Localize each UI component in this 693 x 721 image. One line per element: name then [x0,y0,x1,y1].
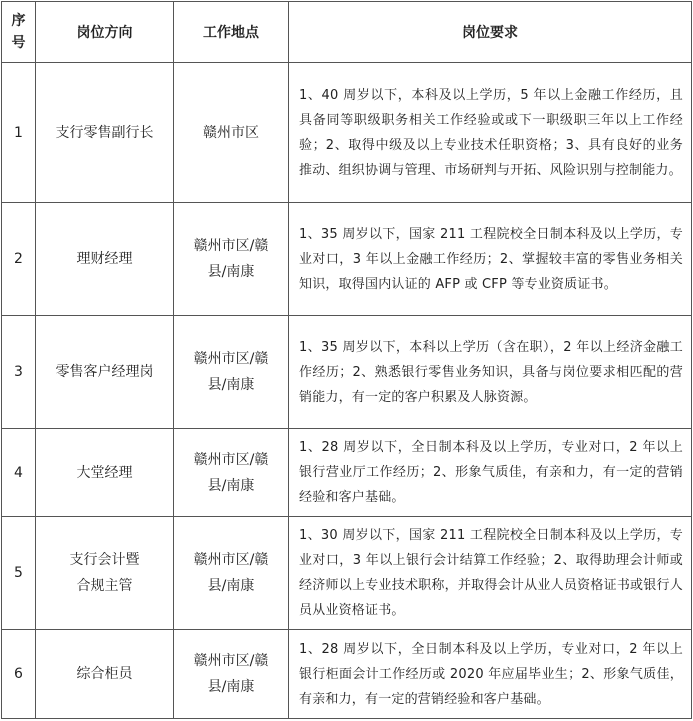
table-row [2,203,692,316]
row-location: 赣州市区/赣县/南康 [174,630,289,719]
row-requirements: 1、35 周岁以下，国家 211 工程院校全日制本科及以上学历，专业对口，3 年以上金融工作经历；2、掌握较丰富的零售业务相关知识，取得国内认证的 AFP 或 CFP 等专业资质证书。 [289,203,692,316]
row-no: 4 [2,429,36,517]
header-requirements: 岗位要求 [289,2,692,63]
row-requirements: 1、40 周岁以下，本科及以上学历，5 年以上金融工作经历，且具备同等职级职务相关工作经验或或下一职级职三年以上工作经验；2、取得中级及以上专业技术任职资格；3、具有良好的业务推动、组织协调与管理、市场研判与开拓、风险识别与控制能力。 [289,63,692,203]
row-requirements: 1、28 周岁以下，全日制本科及以上学历，专业对口，2 年以上银行营业厅工作经历；2、形象气质佳，有亲和力，有一定的营销经验和客户基础。 [289,429,692,517]
row-location: 赣州市区 [174,63,289,203]
row-position: 综合柜员 [36,630,174,719]
row-requirements: 1、28 周岁以下，全日制本科及以上学历，专业对口，2 年以上银行柜面会计工作经历或 2020 年应届毕业生；2、形象气质佳，有亲和力，有一定的营销经验和客户基础。 [289,630,692,719]
row-no: 3 [2,316,36,429]
row-no: 6 [2,630,36,719]
row-position-line2: 合规主管 [76,578,133,594]
header-no-line2: 号 [11,35,26,51]
table-row [2,429,692,517]
row-position: 理财经理 [36,203,174,316]
header-position: 岗位方向 [36,2,174,63]
row-requirements: 1、30 周岁以下，国家 211 工程院校全日制本科及以上学历，专业对口，3 年以上银行会计结算工作经验；2、取得助理会计师或经济师以上专业技术职称，并取得会计从业人员资格证书或银行人员从业资格证书。 [289,517,692,630]
row-location: 赣州市区/赣县/南康 [174,203,289,316]
table-row [2,316,692,429]
row-position-line1: 支行会计暨 [69,552,140,568]
row-position: 支行零售副行长 [36,63,174,203]
row-location: 赣州市区/赣县/南康 [174,316,289,429]
header-location: 工作地点 [174,2,289,63]
table-row [2,63,692,203]
row-position: 零售客户经理岗 [36,316,174,429]
row-position: 大堂经理 [36,429,174,517]
row-no: 5 [2,517,36,630]
row-location: 赣州市区/赣县/南康 [174,429,289,517]
header-no-line1: 序 [11,13,26,29]
row-no: 2 [2,203,36,316]
row-no: 1 [2,63,36,203]
header-no [2,2,36,63]
row-requirements: 1、35 周岁以下，本科以上学历（含在职），2 年以上经济金融工作经历；2、熟悉银行零售业务知识，具备与岗位要求相匹配的营销能力，有一定的客户积累及人脉资源。 [289,316,692,429]
table-row [2,630,692,719]
row-position [36,517,174,630]
row-location: 赣州市区/赣县/南康 [174,517,289,630]
header-row [2,2,692,63]
table-row [2,517,692,630]
job-requirements-table [1,1,692,719]
